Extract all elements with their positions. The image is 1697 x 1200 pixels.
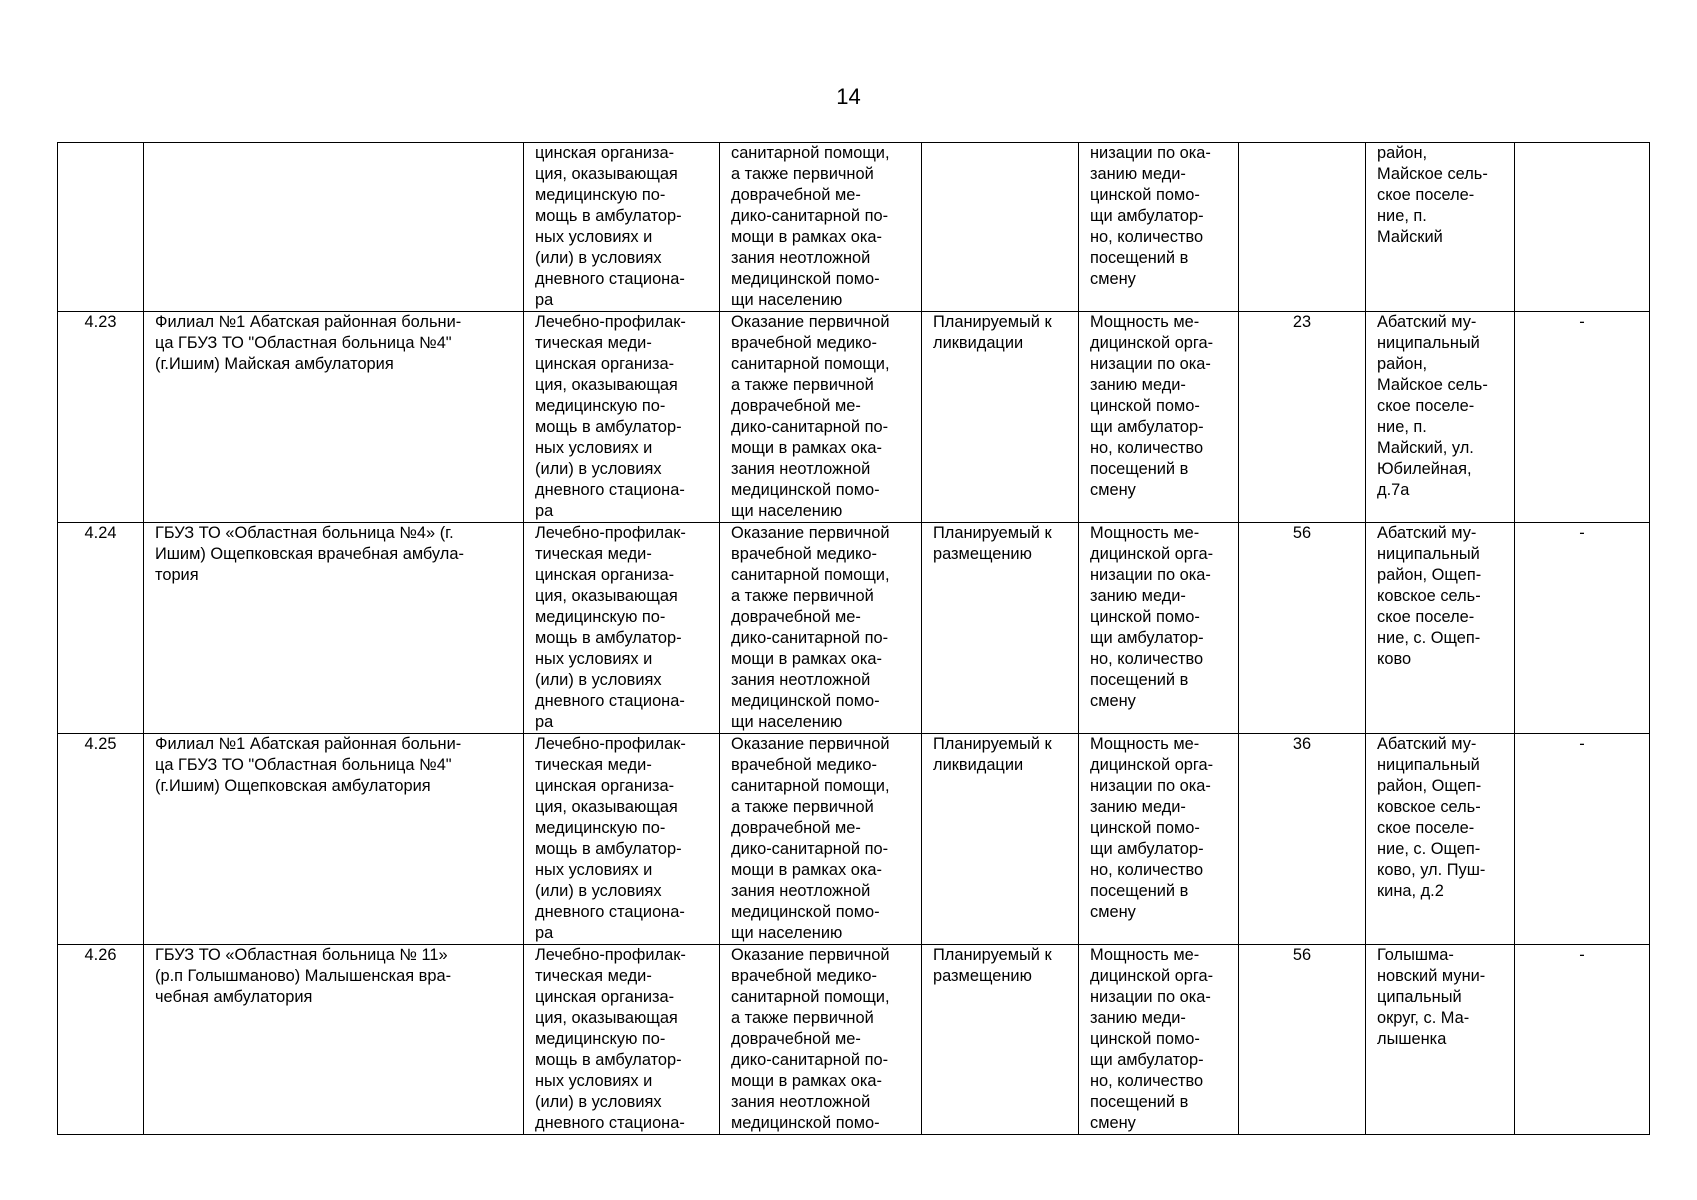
cell-type: Лечебно-профилак- тическая меди- цинская организа- ция, оказывающая медицинскую по- мощь в амбулатор- ных условиях и (или) в условиях дневного стациона- ра [524,312,720,523]
cell-indicator: низации по ока- занию меди- цинской помо- щи амбулатор- но, количество посещений в смену [1079,143,1239,312]
cell-number [58,143,144,312]
cell-number: 4.24 [58,523,144,734]
table-row [58,945,1650,1135]
cell-indicator: Мощность ме- дицинской орга- низации по ока- занию меди- цинской помо- щи амбулатор- но, количество посещений в смену [1079,523,1239,734]
cell-profile: Оказание первичной врачебной медико- санитарной помощи, а также первичной доврачебной ме- дико-санитарной по- мощи в рамках ока- зания неотложной медицинской помо- щи населению [720,312,922,523]
cell-location: Абатский му- ниципальный район, Ощеп- ковское сель- ское поселе- ние, с. Ощеп- ково [1366,523,1515,734]
table-row [58,143,1650,312]
cell-status: Планируемый к ликвидации [922,734,1079,945]
cell-note: - [1515,945,1650,1135]
cell-type: цинская организа- ция, оказывающая медицинскую по- мощь в амбулатор- ных условиях и (или) в условиях дневного стациона- ра [524,143,720,312]
cell-value: 23 [1239,312,1366,523]
cell-value: 56 [1239,523,1366,734]
cell-note: - [1515,734,1650,945]
cell-number: 4.26 [58,945,144,1135]
cell-value [1239,143,1366,312]
cell-location: Голышма- новский муни- ципальный округ, с. Ма- лышенка [1366,945,1515,1135]
cell-value: 36 [1239,734,1366,945]
cell-type: Лечебно-профилак- тическая меди- цинская организа- ция, оказывающая медицинскую по- мощь в амбулатор- ных условиях и (или) в условиях дневного стациона- ра [524,734,720,945]
cell-type: Лечебно-профилак- тическая меди- цинская организа- ция, оказывающая медицинскую по- мощь в амбулатор- ных условиях и (или) в условиях дневного стациона- ра [524,523,720,734]
cell-name: ГБУЗ ТО «Областная больница №4» (г. Ишим) Ощепковская врачебная амбула- тория [144,523,524,734]
cell-status: Планируемый к размещению [922,523,1079,734]
cell-name: Филиал №1 Абатская районная больни- ца ГБУЗ ТО "Областная больница №4" (г.Ишим) Ощепковская амбулатория [144,734,524,945]
cell-profile: Оказание первичной врачебной медико- санитарной помощи, а также первичной доврачебной ме- дико-санитарной по- мощи в рамках ока- зания неотложной медицинской помо- щи населению [720,734,922,945]
cell-name: ГБУЗ ТО «Областная больница № 11» (р.п Голышманово) Малышенская вра- чебная амбулатория [144,945,524,1135]
cell-location: Абатский му- ниципальный район, Ощеп- ковское сель- ское поселе- ние, с. Ощеп- ково, ул. Пуш- кина, д.2 [1366,734,1515,945]
cell-value: 56 [1239,945,1366,1135]
cell-note: - [1515,523,1650,734]
table-row [58,734,1650,945]
cell-status: Планируемый к размещению [922,945,1079,1135]
cell-note: - [1515,312,1650,523]
facilities-table [57,142,1650,1135]
cell-indicator: Мощность ме- дицинской орга- низации по ока- занию меди- цинской помо- щи амбулатор- но, количество посещений в смену [1079,945,1239,1135]
table-row [58,523,1650,734]
cell-profile: Оказание первичной врачебной медико- санитарной помощи, а также первичной доврачебной ме- дико-санитарной по- мощи в рамках ока- зания неотложной медицинской помо- [720,945,922,1135]
cell-note [1515,143,1650,312]
cell-indicator: Мощность ме- дицинской орга- низации по ока- занию меди- цинской помо- щи амбулатор- но, количество посещений в смену [1079,312,1239,523]
cell-location: район, Майское сель- ское поселе- ние, п. Майский [1366,143,1515,312]
cell-location: Абатский му- ниципальный район, Майское сель- ское поселе- ние, п. Майский, ул. Юбилейная, д.7а [1366,312,1515,523]
cell-name: Филиал №1 Абатская районная больни- ца ГБУЗ ТО "Областная больница №4" (г.Ишим) Майская амбулатория [144,312,524,523]
cell-status [922,143,1079,312]
page-number: 14 [836,84,861,109]
cell-name [144,143,524,312]
cell-number: 4.25 [58,734,144,945]
cell-profile: санитарной помощи, а также первичной доврачебной ме- дико-санитарной по- мощи в рамках ока- зания неотложной медицинской помо- щи населению [720,143,922,312]
cell-indicator: Мощность ме- дицинской орга- низации по ока- занию меди- цинской помо- щи амбулатор- но, количество посещений в смену [1079,734,1239,945]
table-row [58,312,1650,523]
cell-profile: Оказание первичной врачебной медико- санитарной помощи, а также первичной доврачебной ме- дико-санитарной по- мощи в рамках ока- зания неотложной медицинской помо- щи населению [720,523,922,734]
cell-number: 4.23 [58,312,144,523]
cell-status: Планируемый к ликвидации [922,312,1079,523]
cell-type: Лечебно-профилак- тическая меди- цинская организа- ция, оказывающая медицинскую по- мощь в амбулатор- ных условиях и (или) в условиях дневного стациона- [524,945,720,1135]
